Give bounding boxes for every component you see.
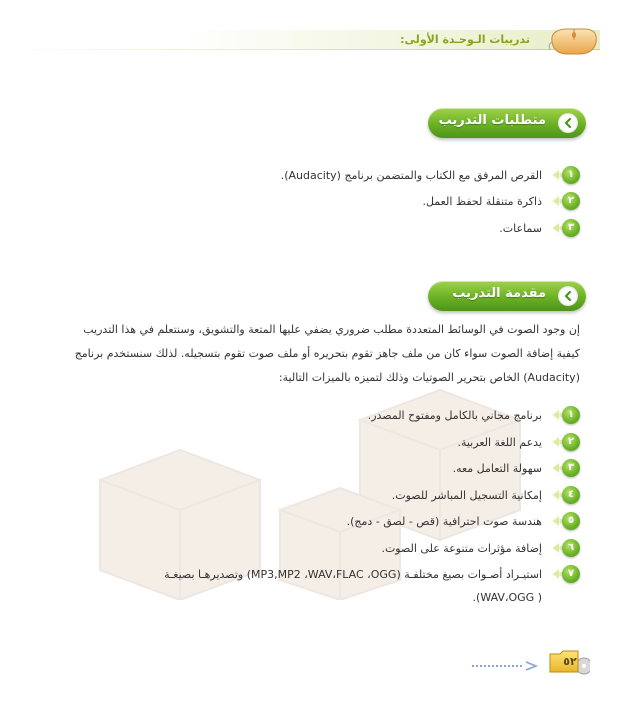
feature-item [453,458,580,478]
feature-text: إمكانية التسجيل المباشر للصوت. [391,488,542,502]
page-number: ٥٢ [563,655,577,668]
section-title-pill-requirements [428,108,586,138]
intro-paragraph-line: إن وجود الصوت في الوسائط المتعددة مطلب ضروري يضفي عليها المتعة والتشويق، وسنتعلم في هذا التدريب [83,323,580,336]
list-item [499,218,580,238]
list-item [422,191,580,211]
feature-text: برنامج مجاني بالكامل ومفتوح المصدر. [367,408,542,422]
list-item [281,165,580,185]
intro-paragraph [68,318,580,390]
feature-item [164,564,580,584]
dotted-arrow-icon [470,661,540,671]
chevron-left-icon [558,286,578,306]
feature-item [381,538,580,558]
mouse-icon [548,24,600,58]
list-item-text: القرص المرفق مع الكتاب والمتضمن برنامج (Audacity). [280,168,542,182]
number-badge: ١ [550,406,580,424]
feature-text: استيـراد أصـوات بصيغ مختلفـة (MP3,MP2 ،WAV،FLAC ،OGG) وتصديرهـا بصيغـة [164,567,542,581]
chevron-left-icon [558,113,578,133]
section-title-requirements: متطلبات التدريب [438,113,546,128]
intro-paragraph-line: كيفية إضافة الصوت سواء كان من ملف جاهز تقوم بتحريره أو ملف صوت تقوم بتسجيله. لذلك سنستخدم برنامج [74,347,580,360]
intro-paragraph-line: (Audacity) الخاص بتحرير الصوتيات وذلك لتميزه بالميزات التالية: [278,371,580,384]
number-badge: ٢ [550,192,580,210]
number-badge: ٢ [550,433,580,451]
feature-item [457,432,580,452]
header-title: تدريبات الـوحـدة الأولى: [400,33,530,46]
list-item-text: ذاكرة متنقلة لحفظ العمل. [422,194,542,208]
feature-text-continuation: ( WAV،OGG). [472,591,542,604]
feature-item [368,405,580,425]
feature-item [347,511,580,531]
feature-text: يدعم اللغة العربية. [457,435,542,449]
number-badge: ٧ [550,565,580,583]
number-badge: ٤ [550,486,580,504]
section-title-pill-intro [428,281,586,311]
number-badge: ٣ [550,219,580,237]
number-badge: ٦ [550,539,580,557]
section-title-intro: مقدمة التدريب [452,286,546,301]
feature-text: إضافة مؤثرات متنوعة على الصوت. [381,541,542,555]
number-badge: ٣ [550,459,580,477]
feature-text: هندسة صوت احترافية (قص - لصق - دمج). [346,514,542,528]
number-badge: ٥ [550,512,580,530]
feature-text: سهولة التعامل معه. [452,461,542,475]
feature-item [392,485,580,505]
list-item-text: سماعات. [499,221,542,235]
number-badge: ١ [550,166,580,184]
